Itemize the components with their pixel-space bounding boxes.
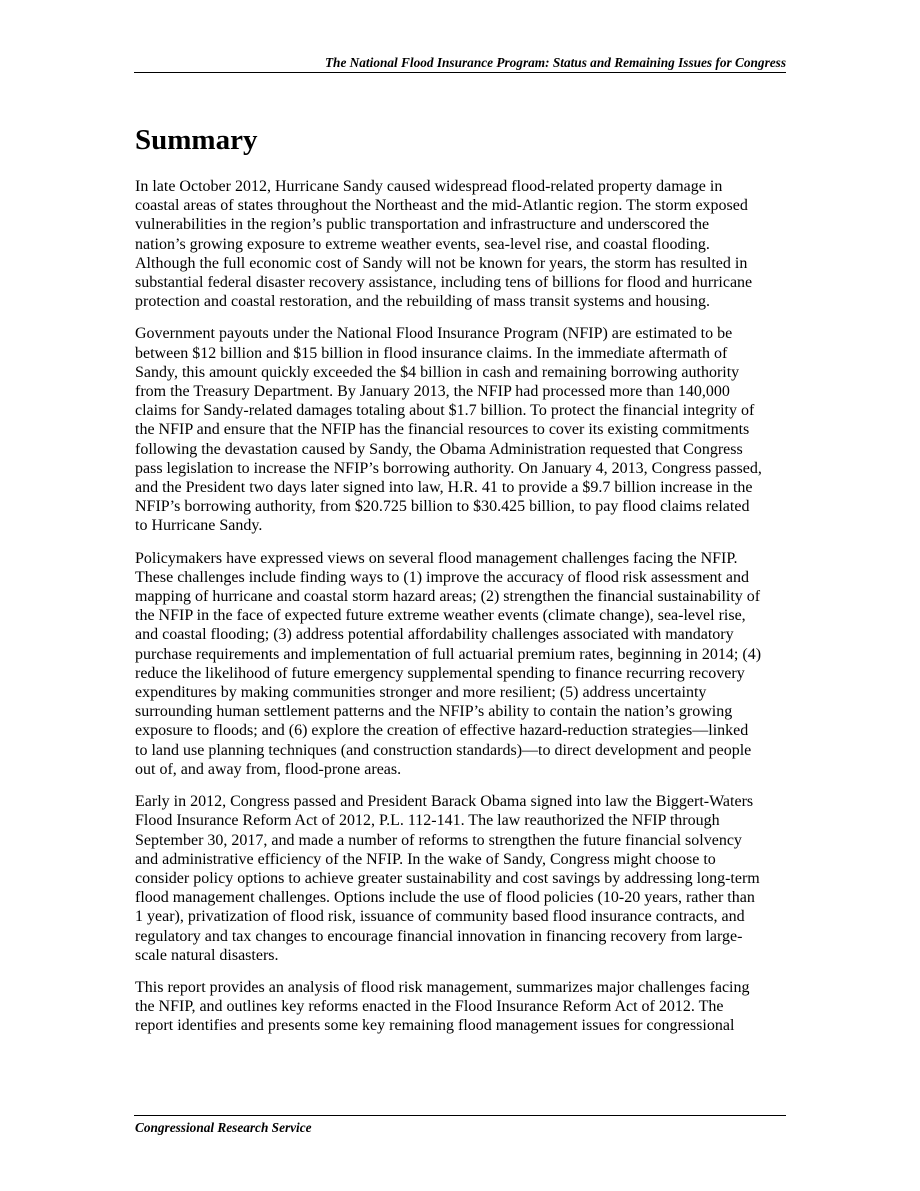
running-header: The National Flood Insurance Program: Status and Remaining Issues for Congress [324, 55, 786, 70]
paragraph-hurricane-sandy: In late October 2012, Hurricane Sandy caused widespread flood-related property damage in coastal areas of states throughout the Northeast and the mid-Atlantic region. The storm exposed vulnerabilities in the region’s public transportation and infrastructure and underscored the nation’s growing exposure to extreme weather events, sea-level rise, and coastal flooding. Although the full economic cost of Sandy will not be known for years, the storm has resulted in substantial federal disaster recovery assistance, including tens of billions for flood and hurricane protection and coastal restoration, and the rebuilding of mass transit systems and housing. [135, 178, 753, 311]
footer-divider [134, 1115, 786, 1116]
paragraph-biggert-waters-act: Early in 2012, Congress passed and President Barack Obama signed into law the Biggert-Waters Flood Insurance Reform Act of 2012, P.L. 112-141. The law reauthorized the NFIP through September 30, 2017, and made a number of reforms to strengthen the future financial solvency and administrative efficiency of the NFIP. In the wake of Sandy, Congress might choose to consider policy options to achieve greater sustainability and cost savings by addressing long-term flood management challenges. Options include the use of flood policies (10-20 years, rather than 1 year), privatization of flood risk, issuance of community based flood insurance contracts, and regulatory and tax changes to encourage financial innovation in financing recovery from large- scale natural disasters. [135, 793, 760, 964]
summary-body [135, 177, 787, 1049]
paragraph-government-payouts: Government payouts under the National Flood Insurance Program (NFIP) are estimated to be between $12 billion and $15 billion in flood insurance claims. In the immediate aftermath of Sandy, this amount quickly exceeded the $4 billion in cash and remaining borrowing authority from the Treasury Department. By January 2013, the NFIP had processed more than 140,000 claims for Sandy-related damages totaling about $1.7 billion. To protect the financial integrity of the NFIP and ensure that the NFIP has the financial resources to cover its existing commitments following the devastation caused by Sandy, the Obama Administration requested that Congress pass legislation to increase the NFIP’s borrowing authority. On January 4, 2013, Congress passed, and the President two days later signed into law, H.R. 41 to provide a $9.7 billion increase in the NFIP’s borrowing authority, from $20.725 billion to $30.425 billion, to pay flood claims related to Hurricane Sandy. [135, 325, 762, 535]
paragraph-policy-challenges: Policymakers have expressed views on several flood management challenges facing the NFIP. These challenges include finding ways to (1) improve the accuracy of flood risk assessment and mapping of hurricane and coastal storm hazard areas; (2) strengthen the financial sustainability of the NFIP in the face of expected future extreme weather events (climate change), sea-level rise, and coastal flooding; (3) address potential affordability challenges associated with mandatory purchase requirements and implementation of full actuarial premium rates, beginning in 2014; (4) reduce the likelihood of future emergency supplemental spending to finance recurring recovery expenditures by making communities stronger and more resilient; (5) address uncertainty surrounding human settlement patterns and the NFIP’s ability to contain the nation’s growing exposure to floods; and (6) explore the creation of effective hazard-reduction strategies—linked to land use planning techniques (and construction standards)—to direct development and people out of, and away from, flood-prone areas. [135, 549, 762, 778]
running-footer: Congressional Research Service [135, 1120, 312, 1135]
header-divider [134, 72, 786, 73]
page-title: Summary [135, 124, 258, 156]
paragraph-report-overview: This report provides an analysis of flood risk management, summarizes major challenges facing the NFIP, and outlines key reforms enacted in the Flood Insurance Reform Act of 2012. The report identifies and presents some key remaining flood management issues for congressional [135, 978, 750, 1035]
